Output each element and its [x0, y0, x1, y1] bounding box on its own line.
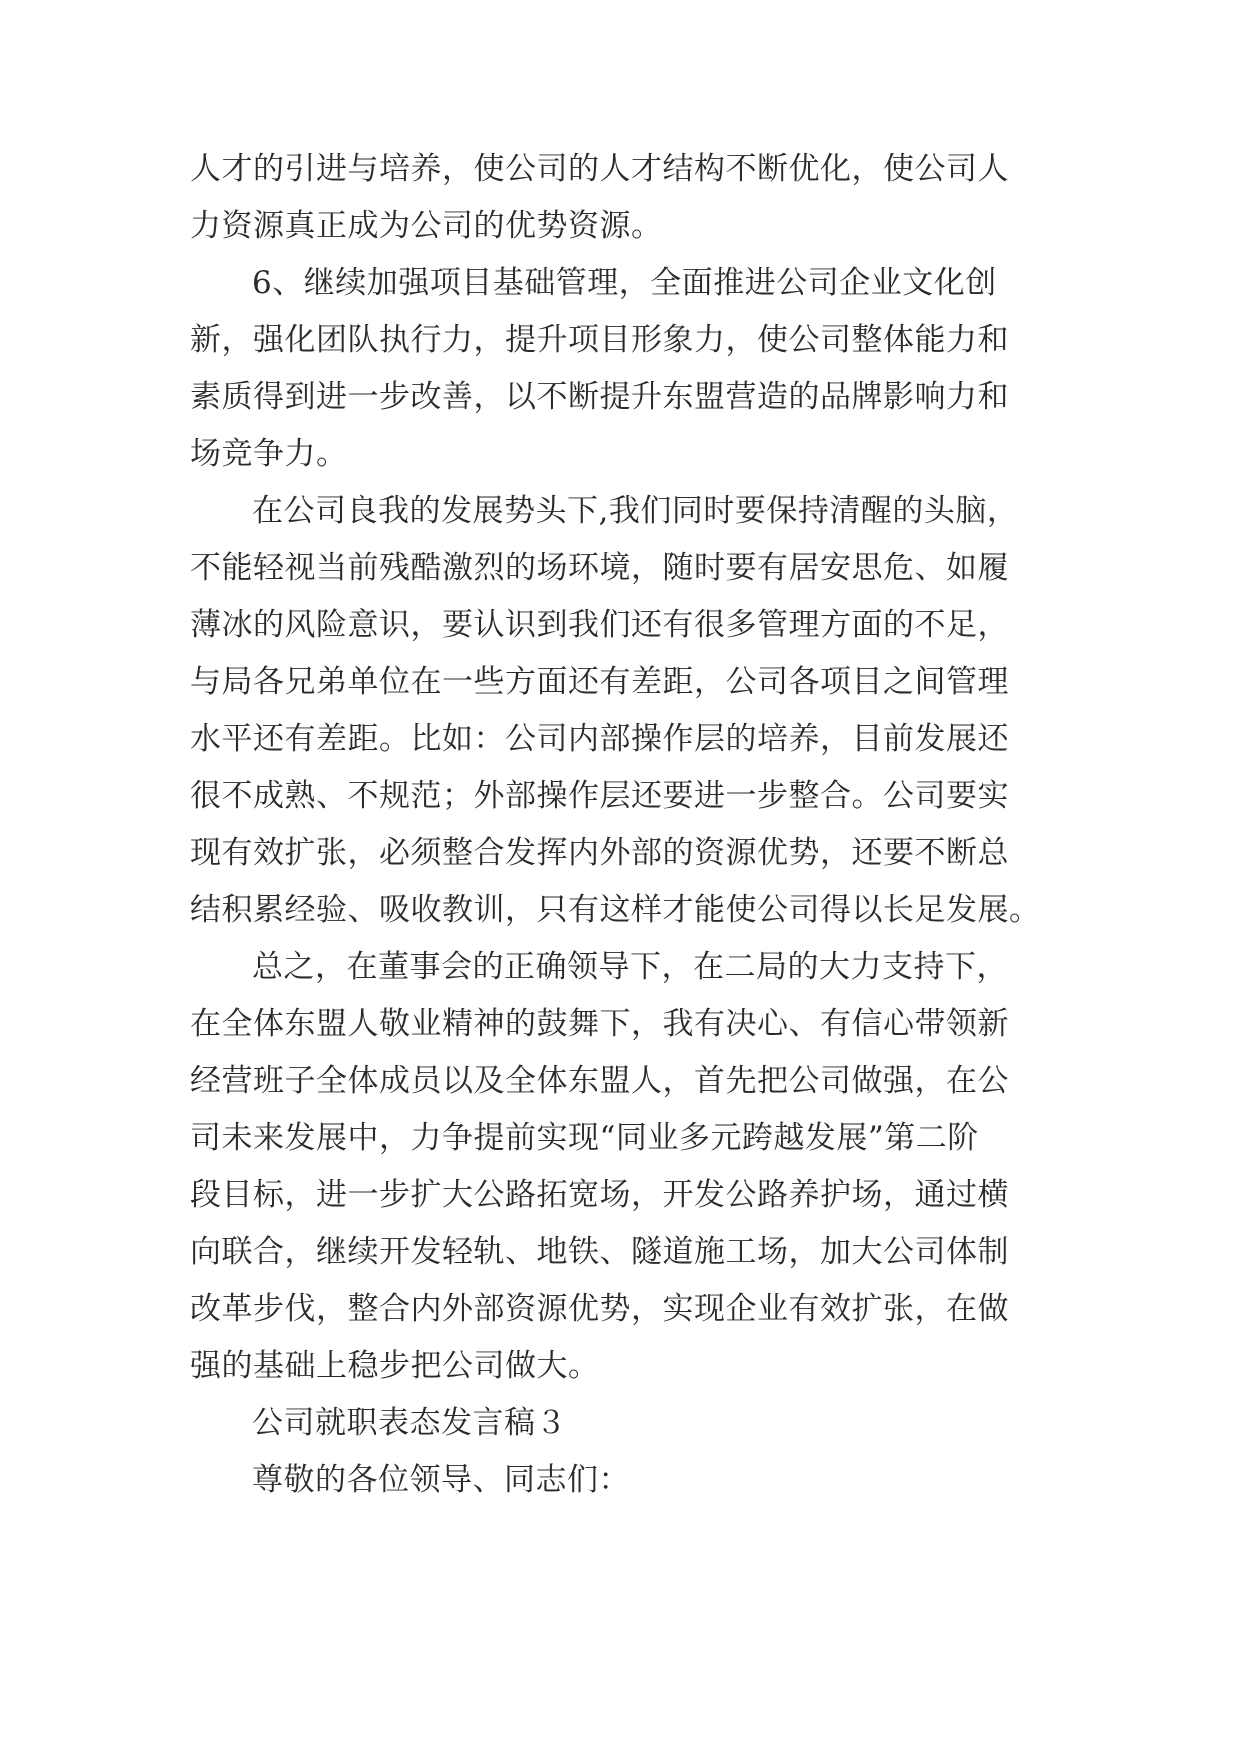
text-line: 现有效扩张，必须整合发挥内外部的资源优势，还要不断总 [190, 835, 1009, 871]
text-line: 在公司良我的发展势头下,我们同时要保持清醒的头脑， [252, 493, 1019, 529]
section-heading: 公司就职表态发言稿３ [252, 1405, 567, 1441]
text-line: 力资源真正成为公司的优势资源。 [190, 208, 663, 244]
text-line: 新，强化团队执行力，提升项目形象力，使公司整体能力和 [190, 322, 1009, 358]
text-line: 段目标，进一步扩大公路拓宽场，开发公路养护场，通过横 [190, 1177, 1009, 1213]
text-line: 司未来发展中，力争提前实现“同业多元跨越发展”第二阶 [190, 1120, 979, 1156]
text-line: 强的基础上稳步把公司做大。 [190, 1348, 600, 1384]
text-line: 场竞争力。 [190, 436, 348, 472]
text-line: 素质得到进一步改善，以不断提升东盟营造的品牌影响力和 [190, 379, 1009, 415]
text-line: 在全体东盟人敬业精神的鼓舞下，我有决心、有信心带领新 [190, 1006, 1009, 1042]
text-line: 总之，在董事会的正确领导下，在二局的大力支持下， [252, 949, 1008, 985]
text-line: 向联合，继续开发轻轨、地铁、隧道施工场，加大公司体制 [190, 1234, 1009, 1270]
text-line: 人才的引进与培养，使公司的人才结构不断优化，使公司人 [190, 151, 1009, 187]
text-line: 与局各兄弟单位在一些方面还有差距，公司各项目之间管理 [190, 664, 1009, 700]
text-line: 薄冰的风险意识，要认识到我们还有很多管理方面的不足， [190, 607, 1009, 643]
text-line: 不能轻视当前残酷激烈的场环境，随时要有居安思危、如履 [190, 550, 1009, 586]
text-line: 6、继续加强项目基础管理，全面推进公司企业文化创 [252, 265, 997, 301]
text-line: 很不成熟、不规范；外部操作层还要进一步整合。公司要实 [190, 778, 1009, 814]
text-line: 经营班子全体成员以及全体东盟人，首先把公司做强，在公 [190, 1063, 1009, 1099]
text-line: 改革步伐，整合内外部资源优势，实现企业有效扩张，在做 [190, 1291, 1009, 1327]
salutation: 尊敬的各位领导、同志们： [252, 1462, 630, 1498]
text-line: 水平还有差距。比如：公司内部操作层的培养，目前发展还 [190, 721, 1009, 757]
text-line: 结积累经验、吸收教训，只有这样才能使公司得以长足发展。 [190, 892, 1041, 928]
